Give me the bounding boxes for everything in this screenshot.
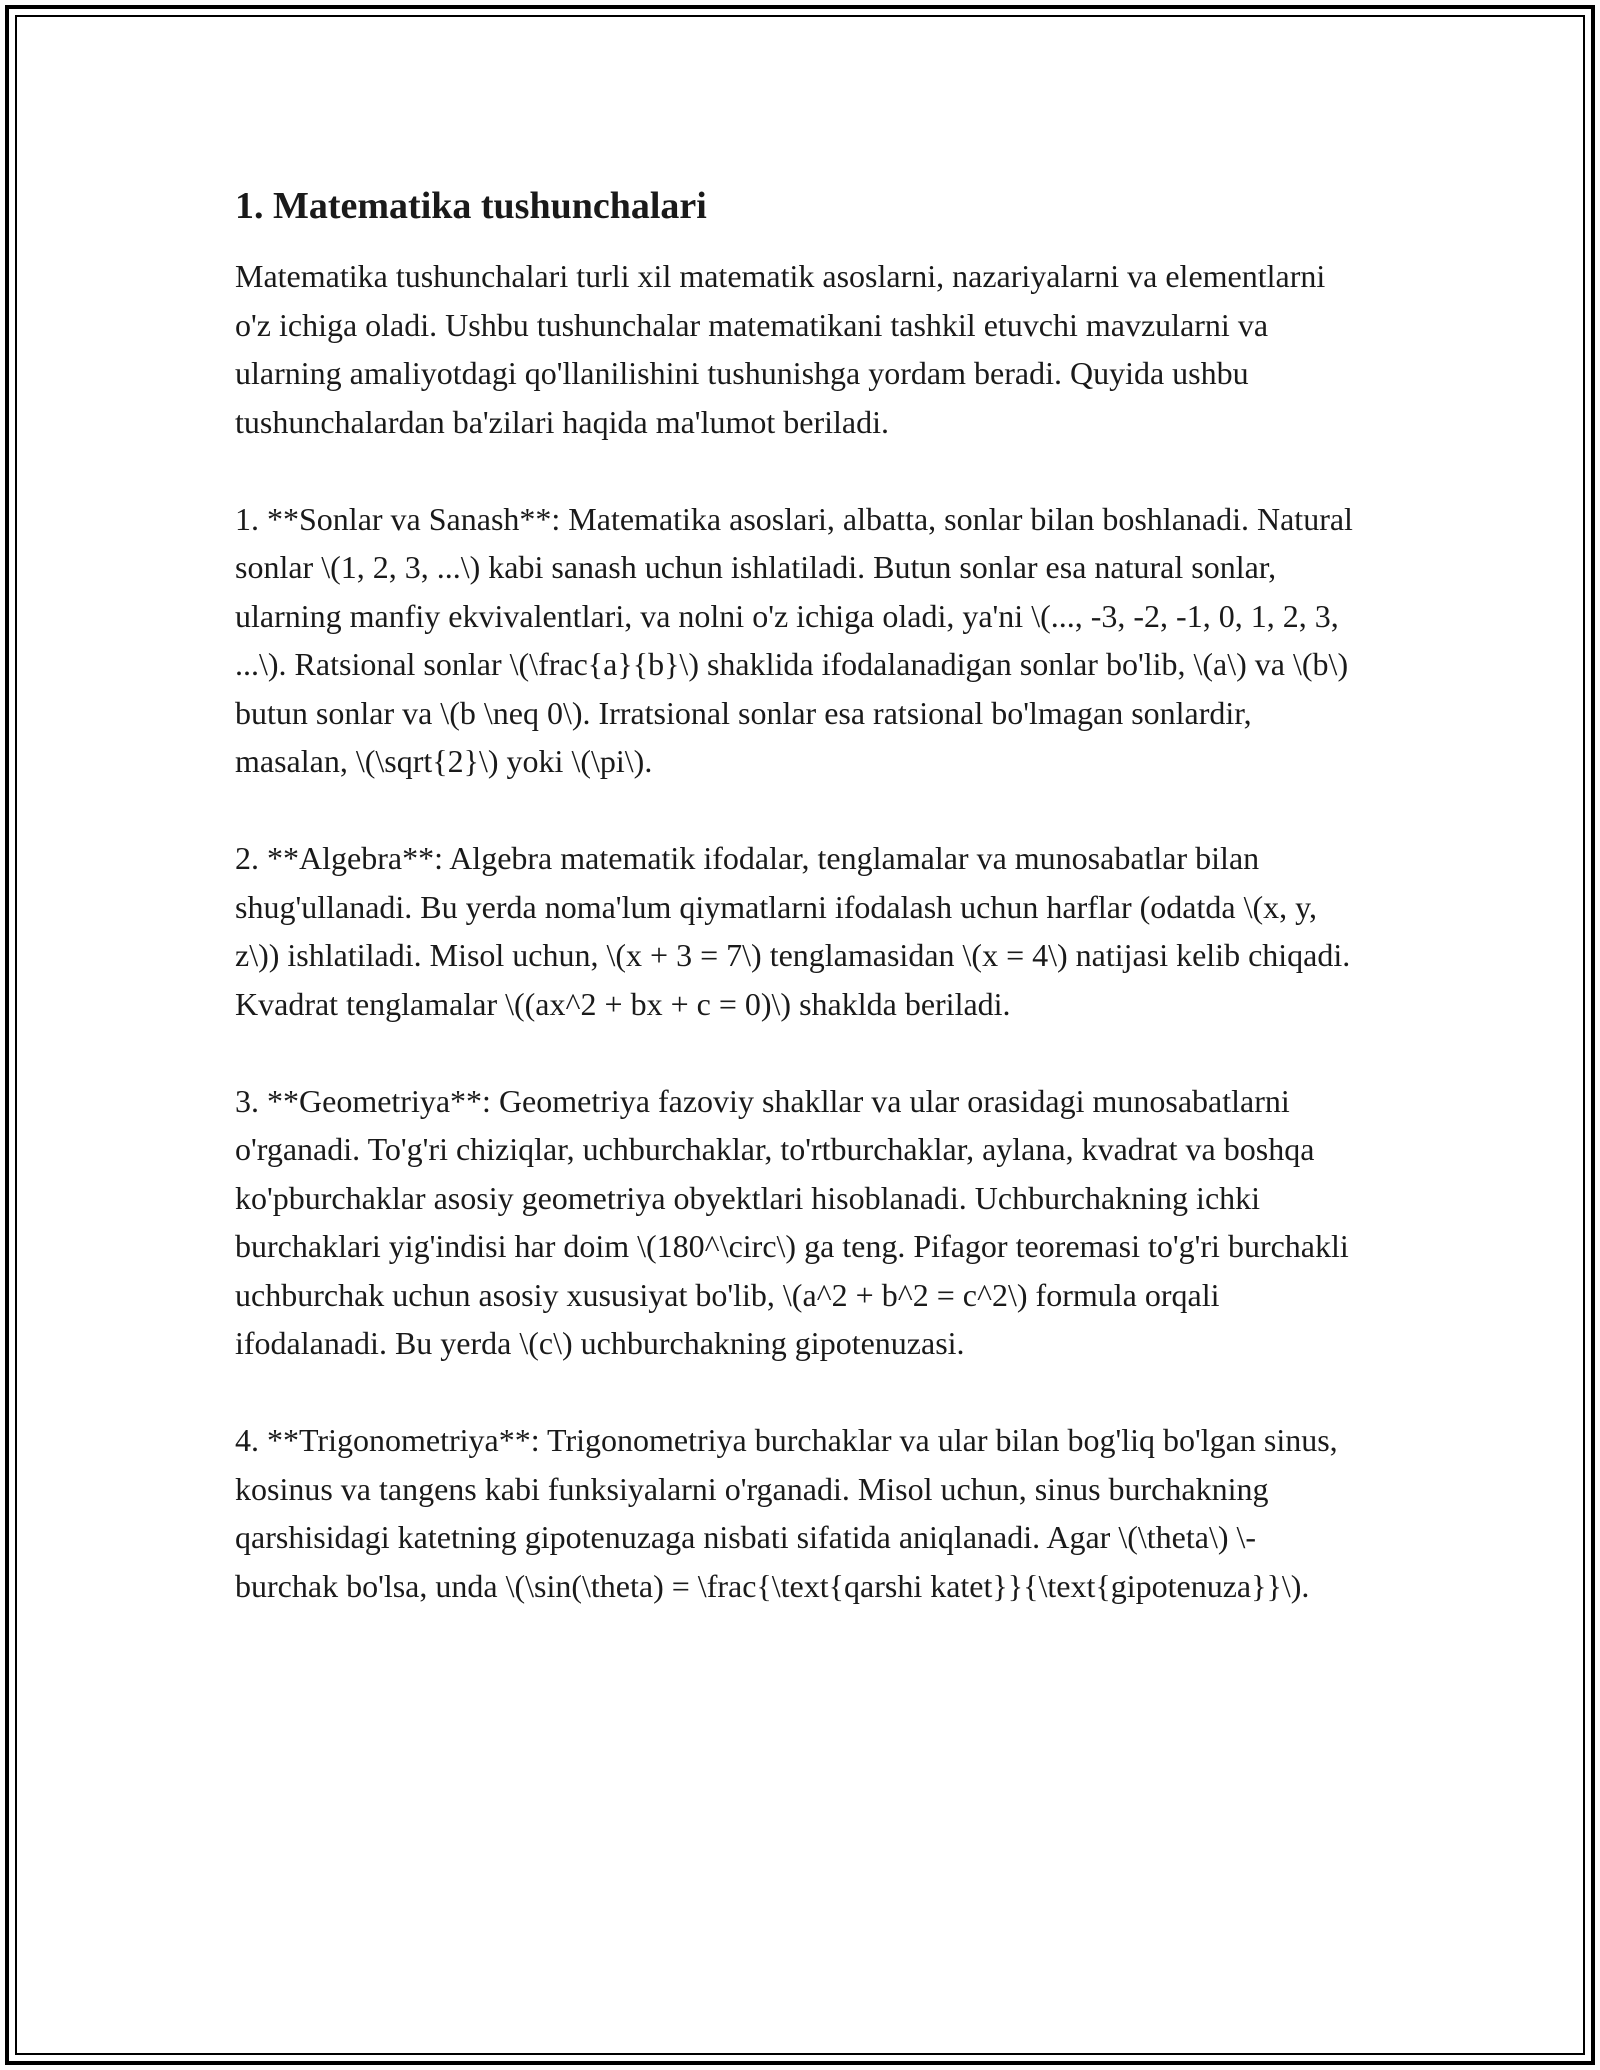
paragraph-algebra: 2. **Algebra**: Algebra matematik ifodalar, tenglamalar va munosabatlar bilan shug'ullanadi. Bu yerda noma'lum qiymatlarni ifodalash uchun harflar (odatda \(x, y, z\)) ishlatiladi. Misol uchun, \(x + 3 = 7\) tenglamasidan \(x = 4\) natijasi kelib chiqadi. Kvadrat tenglamalar \((ax^2 + bx + c = 0)\) shaklda beriladi. — [235, 840, 1351, 1022]
section-title: 1. Matematika tushunchalari — [235, 185, 707, 227]
paragraph-geometriya: 3. **Geometriya**: Geometriya fazoviy shakllar va ular orasidagi munosabatlarni o'rganadi. To'g'ri chiziqlar, uchburchaklar, to'rtburchaklar, aylana, kvadrat va boshqa ko'pburchaklar asosiy geometriya obyektlari hisoblanadi. Uchburchakning ichki burchaklari yig'indisi har doim \(180^\circ\) ga teng. Pifagor teoremasi to'g'ri burchakli uchburchak uchun asosiy xususiyat bo'lib, \(a^2 + b^2 = c^2\) formula orqali ifodalanadi. Bu yerda \(c\) uchburchakning gipotenuzasi. — [235, 1082, 1349, 1361]
paragraph-intro: Matematika tushunchalari turli xil matematik asoslarni, nazariyalarni va elementlarni o'z ichiga oladi. Ushbu tushunchalar matematikani tashkil etuvchi mavzularni va ularning amaliyotdagi qo'llanilishini tushunishga yordam beradi. Quyida ushbu tushunchalardan ba'zilari haqida ma'lumot beriladi. — [235, 258, 1326, 440]
paragraph-trigonometriya: 4. **Trigonometriya**: Trigonometriya burchaklar va ular bilan bog'liq bo'lgan sinus, kosinus va tangens kabi funksiyalarni o'rganadi. Misol uchun, sinus burchakning qarshisidagi katetning gipotenuzaga nisbati sifatida aniqlanadi. Agar \(\theta\) \- burchak bo'lsa, unda \(\sin(\theta) = \frac{\text{qarshi katet}}{\text{gipotenuza}}\). — [235, 1422, 1338, 1604]
paragraph-sonlar: 1. **Sonlar va Sanash**: Matematika asoslari, albatta, sonlar bilan boshlanadi. Natural sonlar \(1, 2, 3, ...\) kabi sanash uchun ishlatiladi. Butun sonlar esa natural sonlar, ularning manfiy ekvivalentlari, va nolni o'z ichiga oladi, ya'ni \(..., -3, -2, -1, 0, 1, 2, 3, ...\). Ratsional sonlar \(\frac{a}{b}\) shaklida ifodalanadigan sonlar bo'lib, \(a\) va \(b\) butun sonlar va \(b \neq 0\). Irratsional sonlar esa ratsional bo'lmagan sonlardir, masalan, \(\sqrt{2}\) yoki \(\pi\). — [235, 500, 1353, 779]
document-body — [235, 182, 1365, 1659]
